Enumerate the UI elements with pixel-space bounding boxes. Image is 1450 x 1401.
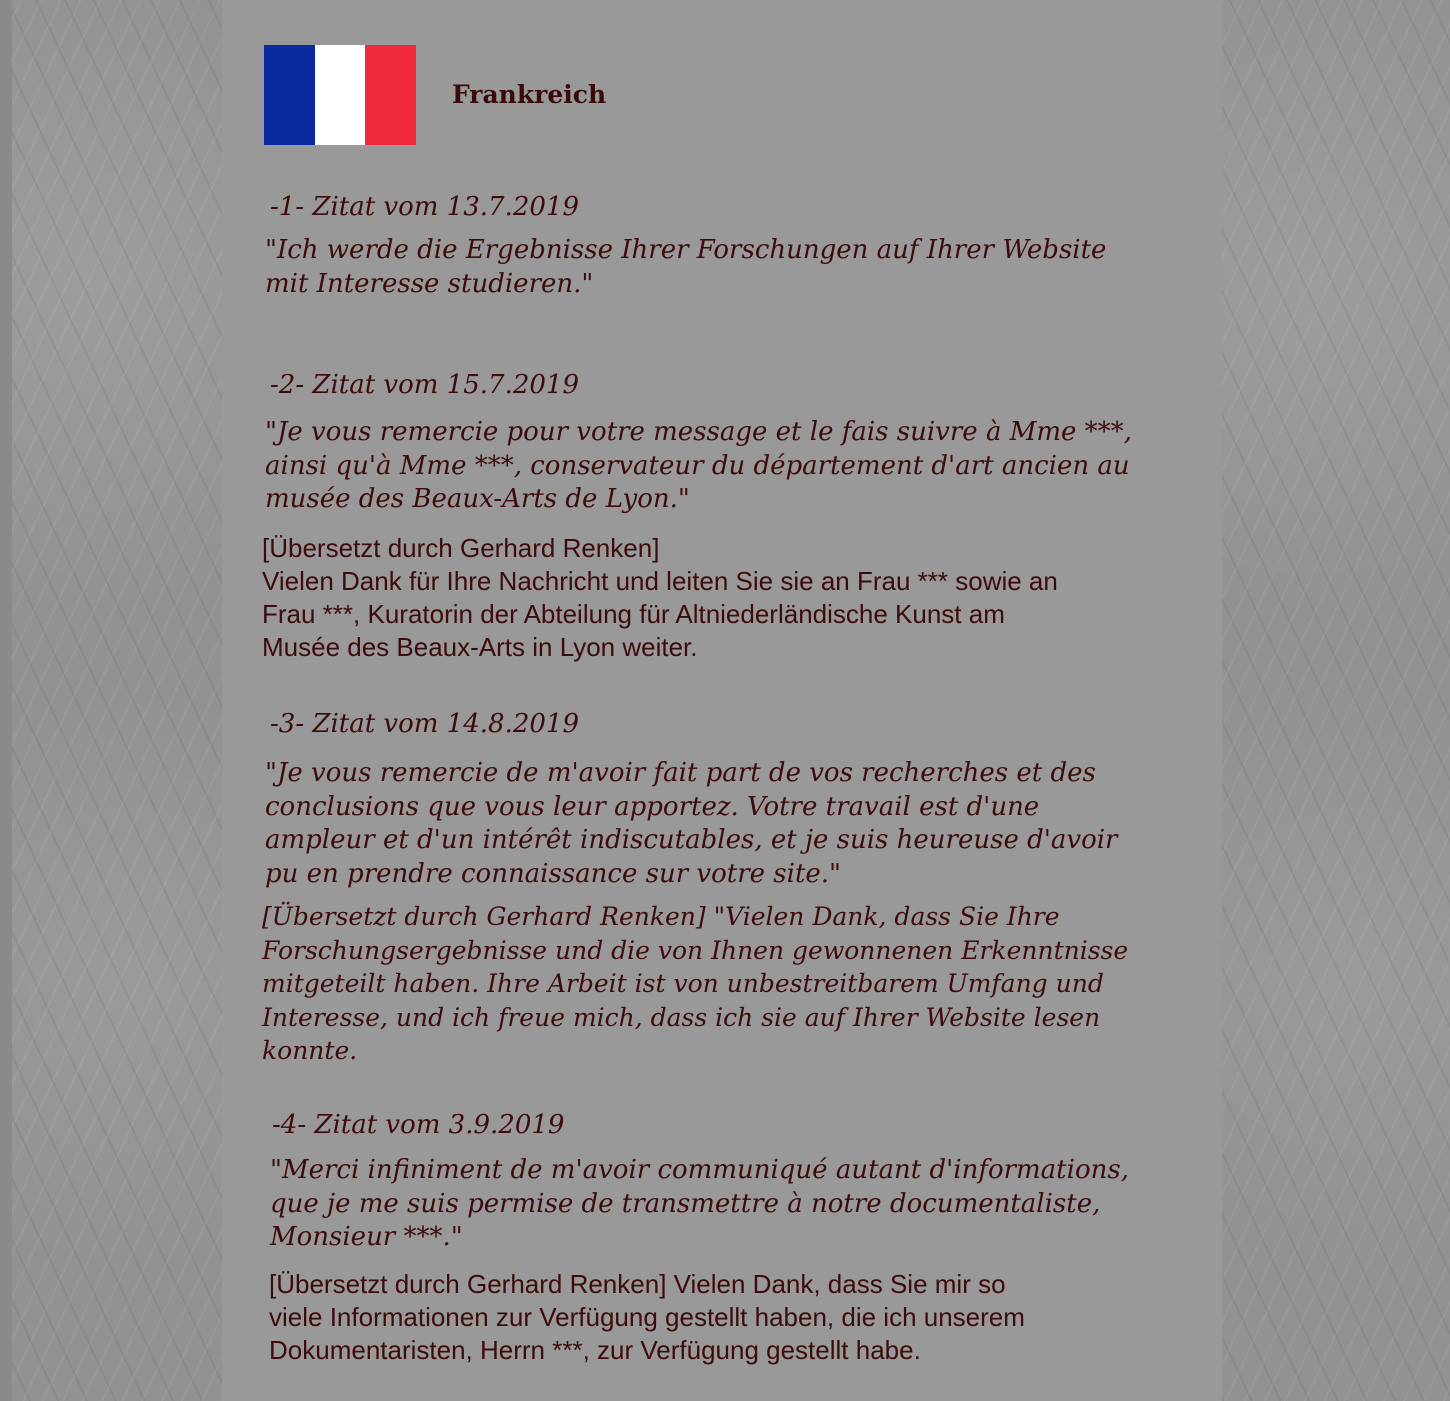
left-decorative-border: [0, 0, 222, 1401]
quote-4-header: -4- Zitat vom 3.9.2019: [272, 1110, 565, 1140]
quote-3-text: "Je vous remercie de m'avoir fait part de vos recherches et des conclusions que vous leur apportez. Votre travail est d'une ampleur et d'un intérêt indiscutables, et je suis heureuse d'avoir pu en prendre connaissance sur votre site.": [265, 758, 1118, 889]
quote-2-text: "Je vous remercie pour votre message et le fais suivre à Mme ***, ainsi qu'à Mme ***, conservateur du département d'art ancien au musée des Beaux-Arts de Lyon.": [265, 417, 1132, 514]
quote-3-header: -3- Zitat vom 14.8.2019: [270, 709, 580, 739]
quote-1-header: -1- Zitat vom 13.7.2019: [270, 192, 580, 222]
quote-4-text: "Merci infiniment de m'avoir communiqué autant d'informations, que je me suis permise de transmettre à notre documentaliste, Monsieur ***.": [270, 1155, 1129, 1252]
right-decorative-border: [1222, 0, 1450, 1401]
flag-stripe-red: [365, 45, 416, 145]
quote-2-header: -2- Zitat vom 15.7.2019: [270, 370, 580, 400]
flag-stripe-blue: [264, 45, 315, 145]
quote-4-translation: [Übersetzt durch Gerhard Renken] Vielen Dank, dass Sie mir so viele Informationen zur Verfügung gestellt haben, die ich unserem Dokumentaristen, Herrn ***, zur Verfügung gestellt habe.: [269, 1269, 1025, 1365]
flag-stripe-white: [315, 45, 366, 145]
quote-1-text: "Ich werde die Ergebnisse Ihrer Forschungen auf Ihrer Website mit Interesse studieren.": [265, 235, 1107, 299]
page-title: Frankreich: [452, 80, 607, 109]
quote-2-translation: [Übersetzt durch Gerhard Renken] Vielen Dank für Ihre Nachricht und leiten Sie sie an Frau *** sowie an Frau ***, Kuratorin der Abteilung für Altniederländische Kunst am Musée des Beaux-Arts in Lyon weiter.: [262, 533, 1058, 662]
france-flag-icon: [264, 45, 416, 145]
quote-3-translation: [Übersetzt durch Gerhard Renken] "Vielen Dank, dass Sie Ihre Forschungsergebnisse und die von Ihnen gewonnenen Erkenntnisse mitgeteilt haben. Ihre Arbeit ist von unbestreitbarem Umfang und Interesse, und ich freue mich, dass ich sie auf Ihrer Website lesen konnte.: [262, 902, 1129, 1065]
